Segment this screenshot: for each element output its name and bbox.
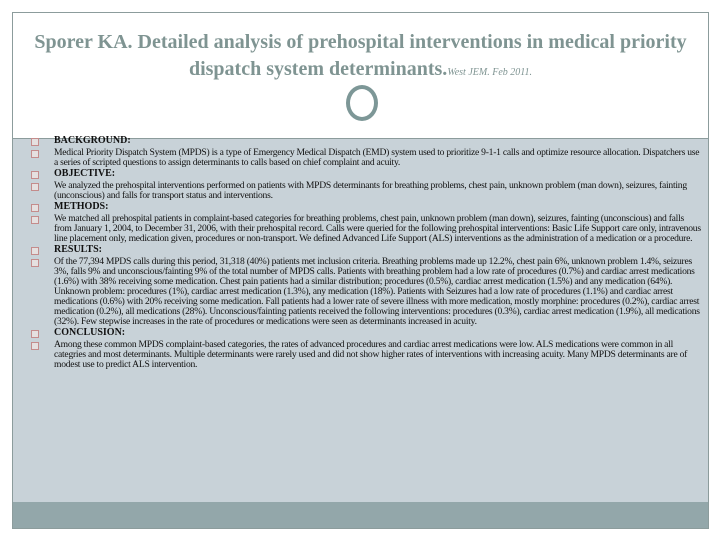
item-text: CONCLUSION: xyxy=(54,327,126,338)
item-text: OBJECTIVE: xyxy=(54,168,116,179)
footer-band xyxy=(13,502,708,528)
square-bullet-icon xyxy=(31,330,39,338)
section-text xyxy=(31,181,701,201)
square-bullet-icon xyxy=(31,171,39,179)
item-text: We analyzed the prehospital interventions performed on patients with MPDS determinants for breathing problems, chest pain, unknown problem (man down), seizures, fainting (unconscious) and falls for transport status and interventions. xyxy=(54,179,687,201)
item-text: Medical Priority Dispatch System (MPDS) is a type of Emergency Medical Dispatch (EMD) system used to prioritize 9-1-1 calls and optimize resource allocation. Dispatchers use a series of scripted questions to assign determinants to calls based on chief complaint and acuity. xyxy=(54,146,700,168)
slide xyxy=(12,12,709,529)
square-bullet-icon xyxy=(31,204,39,212)
item-text: Among these common MPDS complaint-based categories, the rates of advanced procedures and cardiac arrest medications were low. ALS medications were common in all categries and most determinants. Multiple determinants were rarely used and did not show higher rates of interventions with increasing acuity. Many MPDS determinants are of modest use to predict ALS intervention. xyxy=(54,338,688,370)
section-heading xyxy=(31,136,701,146)
section-heading xyxy=(31,202,701,212)
square-bullet-icon xyxy=(31,259,39,267)
square-bullet-icon xyxy=(31,342,39,350)
section-text xyxy=(31,257,701,327)
title-text: Sporer KA. Detailed analysis of prehospital interventions in medical priority dispatch system determinants. xyxy=(34,31,687,80)
square-bullet-icon xyxy=(31,247,39,255)
item-text: RESULTS: xyxy=(54,244,102,255)
slide-title xyxy=(13,29,708,86)
bullet-list xyxy=(31,136,701,371)
section-heading xyxy=(31,328,701,338)
square-bullet-icon xyxy=(31,138,39,146)
title-citation: West JEM. Feb 2011. xyxy=(447,67,533,78)
item-text: We matched all prehospital patients in complaint-based categories for breathing problems, chest pain, unknown problem (man down), seizures, fainting (unconscious) and falls from January 1, 2004, to December 31, 2006, with their prehospital record. Calls were queried for the following prehospital interventions: Basic Life Support care only, intravenous line placement only, medication given, procedures or non-transport. We defined Advanced Life Support (ALS) interventions as the administration of a medication or a procedure. xyxy=(54,212,701,244)
square-bullet-icon xyxy=(31,183,39,191)
square-bullet-icon xyxy=(31,216,39,224)
section-heading xyxy=(31,245,701,255)
section-text xyxy=(31,340,701,370)
section-text xyxy=(31,214,701,244)
item-text: METHODS: xyxy=(54,201,109,212)
item-text: Of the 77,394 MPDS calls during this period, 31,318 (40%) patients met inclusion criteria. Breathing problems made up 12.2%, chest pain 6%, unknown problem 1.4%, seizures 3%, falls 9% and unconscious/fainting 9% of the total number of MPDS calls. Patients with breathing problem had a low rate of procedures (0.7%) and cardiac arrest medications (1.6%) with 38% receiving some medication. Chest pain patients had a similar distribution; procedures (0.5%), cardiac arrest medication (1.5%) and any medication (64%). Unknown problem: procedures (1%), cardiac arrest medication (1.3%), any medication (18%). Patients with Seizures had a low rate of procedures (1.1%) and cardiac arrest medications (0.6%) with 20% receiving some medication. Fall patients had a lower rate of severe illness with more medication, mostly morphine: procedures (0.2%), cardiac arrest medication (0.2%), all medications (28%). Unconscious/fainting patients received the following interventions: procedures (0.3%), cardiac arrest medication (1.9%), all medications (32%). Few stepwise increases in the rate of procedures or medications were seen as determinants increased in acuity. xyxy=(54,255,700,327)
circle-ornament-icon xyxy=(346,85,378,121)
section-text xyxy=(31,148,701,168)
square-bullet-icon xyxy=(31,150,39,158)
item-text: BACKGROUND: xyxy=(54,135,131,146)
section-heading xyxy=(31,169,701,179)
